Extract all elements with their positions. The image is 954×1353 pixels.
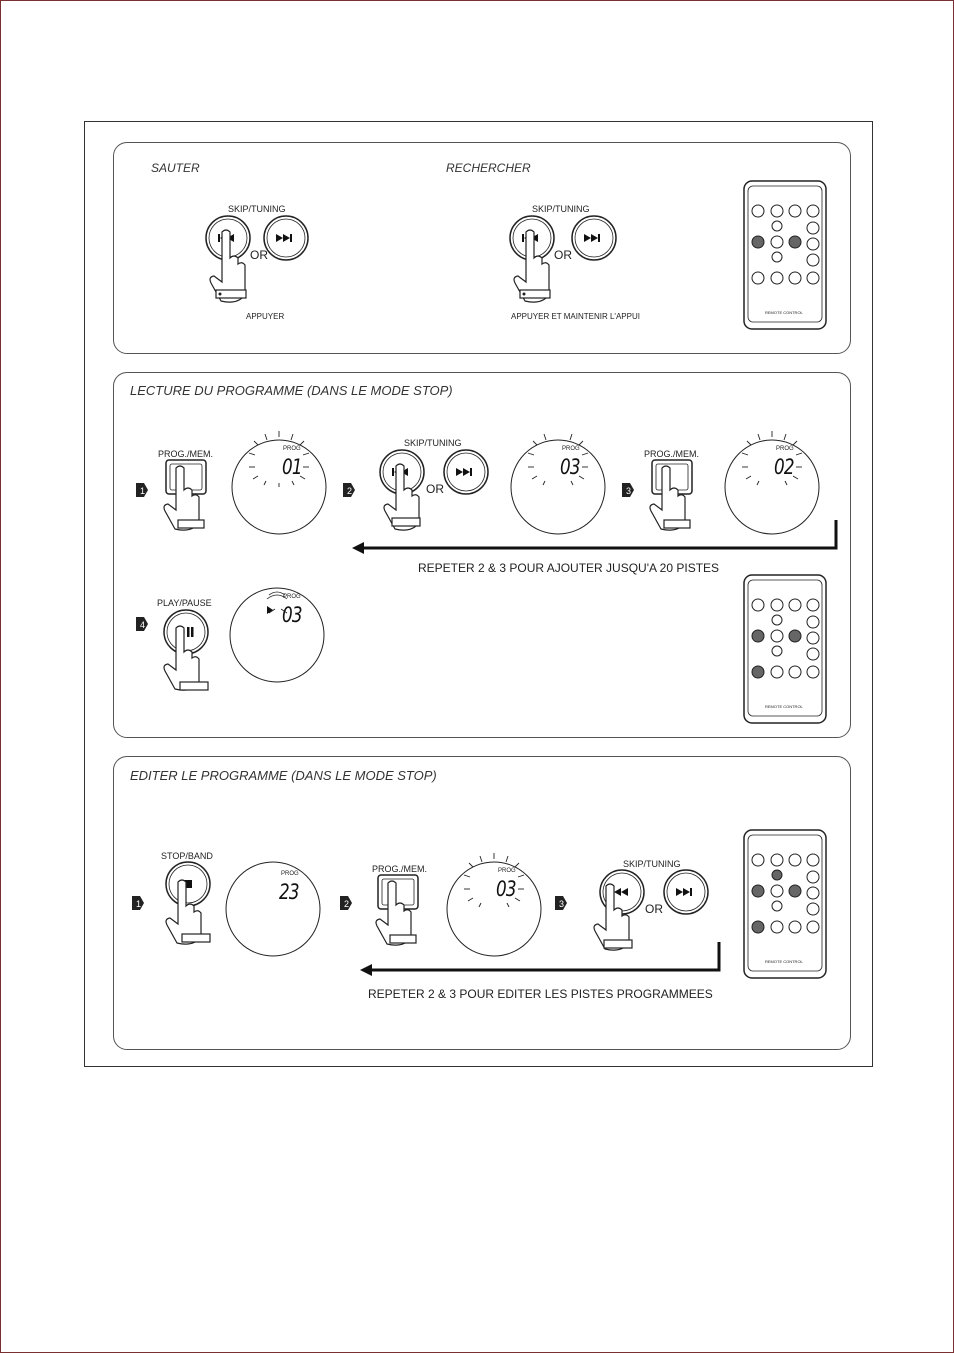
or-text-left: OR — [250, 248, 268, 262]
title-rechercher: RECHERCHER — [446, 161, 531, 175]
step2-or: OR — [426, 482, 444, 496]
remote-control-3 — [743, 829, 827, 979]
s3-display2-prog: PROG — [498, 868, 516, 874]
s3-prog-mem-press[interactable] — [372, 873, 432, 947]
stop-band-button-press[interactable] — [162, 860, 222, 948]
s3-skip-label: SKIP/TUNING — [623, 859, 681, 869]
step-1-marker — [135, 482, 149, 498]
display2-digits: 03 — [560, 455, 580, 479]
caption-appuyer-maintenir: APPUYER ET MAINTENIR L'APPUI — [511, 312, 640, 321]
s3-prog-mem-label: PROG./MEM. — [372, 864, 428, 874]
repeat-edit-text: REPETER 2 & 3 POUR EDITER LES PISTES PROGRAMMEES — [368, 987, 713, 1001]
step-4-marker — [135, 616, 149, 632]
play-pause-button-press[interactable] — [160, 608, 220, 694]
play-pause-label: PLAY/PAUSE — [157, 598, 212, 608]
or-text-right: OR — [554, 248, 572, 262]
svg-text:1: 1 — [140, 486, 146, 496]
s3-step-1-marker — [131, 895, 145, 911]
return-arrow-2 — [358, 940, 724, 980]
svg-text:2: 2 — [347, 486, 353, 496]
skip-tuning-label-right: SKIP/TUNING — [532, 204, 590, 214]
remote-control-2 — [743, 574, 827, 724]
remote-label-2: REMOTE CONTROL — [765, 704, 803, 709]
display4-digits: 03 — [282, 603, 302, 627]
remote-label: REMOTE CONTROL — [765, 310, 803, 315]
svg-text:2: 2 — [344, 899, 350, 909]
display3-prog: PROG — [776, 446, 794, 452]
remote-label-3: REMOTE CONTROL — [765, 959, 803, 964]
svg-text:4: 4 — [140, 620, 146, 630]
s3-display-disc-1 — [225, 861, 325, 961]
step2-skip-label: SKIP/TUNING — [404, 438, 462, 448]
display-disc-4 — [229, 587, 329, 687]
skip-tuning-label: SKIP/TUNING — [228, 204, 286, 214]
s3-display2-digits: 03 — [496, 877, 516, 901]
s3-step-3-marker — [554, 895, 568, 911]
repeat-add-text: REPETER 2 & 3 POUR AJOUTER JUSQU'A 20 PISTES — [418, 561, 720, 575]
step-2-marker — [342, 482, 356, 498]
title-sauter: SAUTER — [151, 161, 200, 175]
remote-control-1 — [743, 180, 827, 330]
display1-prog: PROG — [283, 446, 301, 452]
svg-text:1: 1 — [136, 899, 142, 909]
prog-mem-button-press[interactable] — [160, 458, 220, 532]
stop-band-label: STOP/BAND — [161, 851, 213, 861]
display2-prog: PROG — [562, 446, 580, 452]
title-lecture-programme: LECTURE DU PROGRAMME (DANS LE MODE STOP) — [130, 383, 453, 398]
display-disc-1 — [229, 437, 329, 537]
title-editer-programme: EDITER LE PROGRAMME (DANS LE MODE STOP) — [130, 768, 437, 783]
s3-display1-digits: 23 — [279, 880, 299, 904]
s3-or: OR — [645, 902, 663, 916]
caption-appuyer: APPUYER — [246, 312, 285, 321]
step3-prog-mem-label: PROG./MEM. — [644, 449, 700, 459]
display1-digits: 01 — [282, 455, 302, 479]
display4-prog: PROG — [283, 594, 301, 600]
svg-text:3: 3 — [626, 486, 632, 496]
display3-digits: 02 — [774, 455, 794, 479]
s3-step-2-marker — [339, 895, 353, 911]
s3-display1-prog: PROG — [281, 871, 299, 877]
step1-prog-mem-label: PROG./MEM. — [158, 449, 214, 459]
return-arrow-1 — [350, 518, 842, 558]
svg-text:3: 3 — [559, 899, 565, 909]
step-3-marker — [621, 482, 635, 498]
